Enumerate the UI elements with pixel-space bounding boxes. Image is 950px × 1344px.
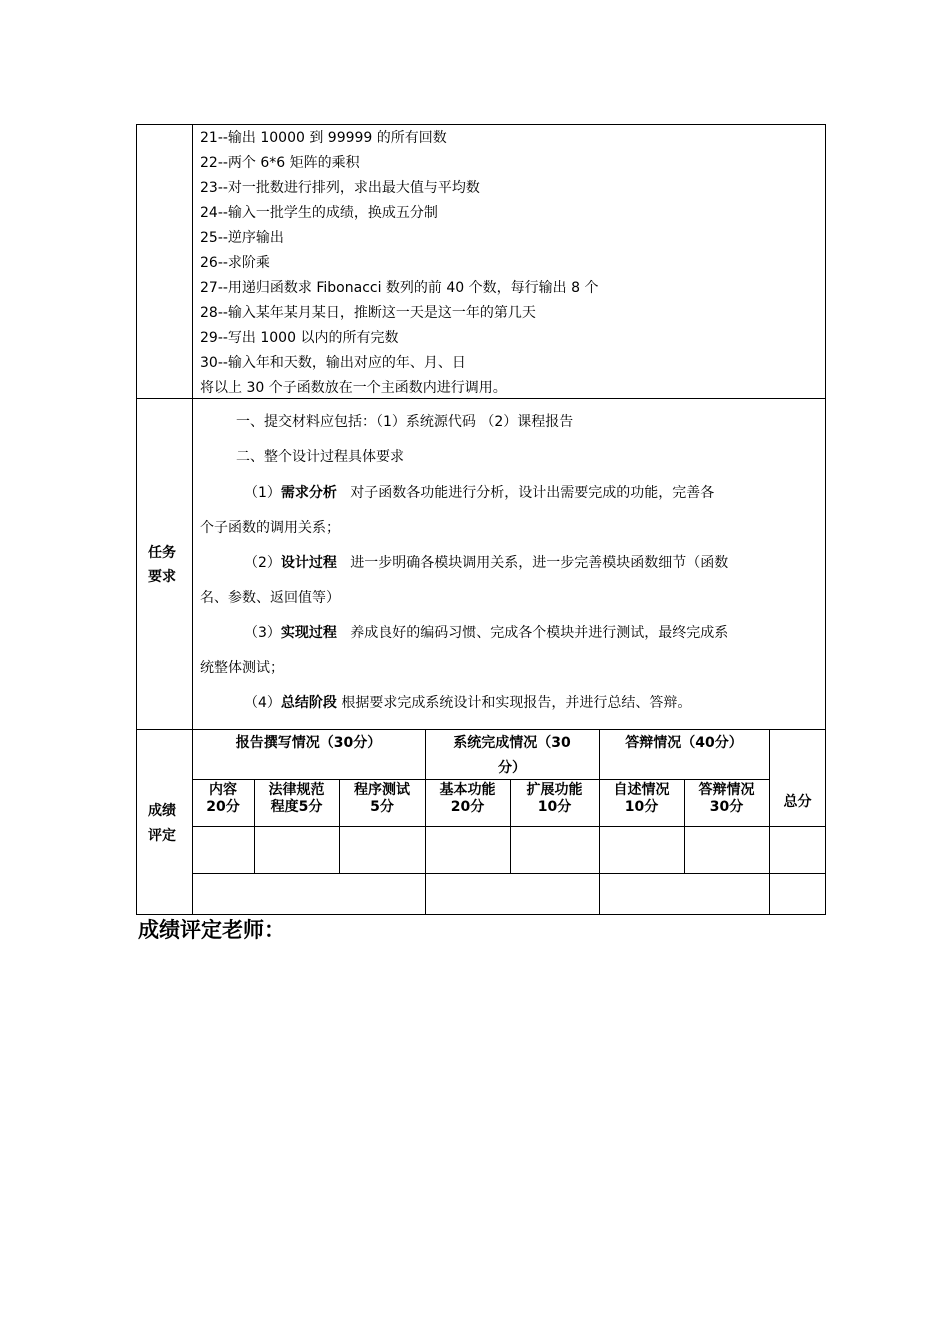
sub-header: 内容 bbox=[209, 782, 237, 798]
row-divider bbox=[192, 826, 826, 827]
sub-header: 程度5分 bbox=[270, 799, 323, 815]
requirement-item-continued: 名、参数、返回值等） bbox=[200, 590, 340, 606]
requirement-item bbox=[244, 694, 691, 712]
item-title: 需求分析 bbox=[280, 485, 337, 501]
sub-header: 10分 bbox=[624, 799, 659, 815]
item-text: 进一步明确各模块调用关系，进一步完善模块函数细节（函数 bbox=[350, 555, 729, 571]
item-text: 对子函数各功能进行分析，设计出需要完成的功能，完善各 bbox=[350, 485, 715, 501]
row-divider bbox=[192, 873, 826, 874]
sub-header: 法律规范 bbox=[268, 782, 325, 798]
task-item: 27--用递归函数求 Fibonacci 数列的前 40 个数，每行输出 8 个 bbox=[200, 280, 599, 296]
sub-header: 基本功能 bbox=[439, 782, 496, 798]
item-number: （1） bbox=[244, 485, 281, 501]
column-divider bbox=[425, 729, 426, 915]
group-header-report: 报告撰写情况（30分） bbox=[235, 735, 382, 751]
group-header-defense: 答辩情况（40分） bbox=[625, 735, 743, 751]
requirement-item bbox=[244, 484, 714, 502]
column-divider bbox=[769, 729, 770, 915]
row-label: 评定 bbox=[148, 828, 176, 844]
task-summary: 将以上 30 个子函数放在一个主函数内进行调用。 bbox=[200, 380, 507, 396]
group-header-system-cont: 分） bbox=[498, 760, 526, 776]
group-header-system: 系统完成情况（30 bbox=[453, 735, 571, 751]
task-item: 24--输入一批学生的成绩，换成五分制 bbox=[200, 205, 438, 221]
task-item: 23--对一批数进行排列，求出最大值与平均数 bbox=[200, 180, 480, 196]
total-score-header: 总分 bbox=[783, 794, 812, 810]
item-title: 设计过程 bbox=[280, 555, 337, 571]
sub-header: 10分 bbox=[537, 799, 572, 815]
task-item: 26--求阶乘 bbox=[200, 255, 270, 271]
row-label: 任务 bbox=[148, 545, 176, 561]
item-title: 实现过程 bbox=[280, 625, 337, 641]
sub-header: 自述情况 bbox=[613, 782, 670, 798]
sub-header: 5分 bbox=[370, 799, 394, 815]
requirement-line: 一、提交材料应包括：（1）系统源代码 （2）课程报告 bbox=[236, 414, 574, 430]
row-divider bbox=[136, 729, 826, 730]
requirement-item-continued: 统整体测试； bbox=[200, 660, 284, 676]
row-divider bbox=[192, 779, 769, 780]
task-item: 29--写出 1000 以内的所有完数 bbox=[200, 330, 399, 346]
task-item: 22--两个 6*6 矩阵的乘积 bbox=[200, 155, 360, 171]
sub-header: 20分 bbox=[450, 799, 485, 815]
row-label: 要求 bbox=[148, 569, 176, 585]
task-item: 21--输出 10000 到 99999 的所有回数 bbox=[200, 130, 447, 146]
item-number: （2） bbox=[244, 555, 281, 571]
sub-header: 程序测试 bbox=[354, 782, 410, 798]
column-divider bbox=[599, 729, 600, 915]
requirement-item-continued: 个子函数的调用关系； bbox=[200, 520, 340, 536]
item-text: 根据要求完成系统设计和实现报告，并进行总结、答辩。 bbox=[341, 695, 692, 711]
sub-header: 30分 bbox=[709, 799, 744, 815]
task-item: 30--输入年和天数，输出对应的年、月、日 bbox=[200, 355, 466, 371]
task-item: 25--逆序输出 bbox=[200, 230, 284, 246]
item-text: 养成良好的编码习惯、完成各个模块并进行测试，最终完成系 bbox=[350, 625, 729, 641]
task-item: 28--输入某年某月某日，推断这一天是这一年的第几天 bbox=[200, 305, 536, 321]
item-number: （4） bbox=[244, 695, 281, 711]
sub-header: 答辩情况 bbox=[698, 782, 755, 798]
grader-signature-label: 成绩评定老师： bbox=[138, 917, 285, 942]
requirement-item bbox=[244, 624, 728, 642]
requirement-line: 二、整个设计过程具体要求 bbox=[236, 449, 404, 465]
item-number: （3） bbox=[244, 625, 281, 641]
sub-header: 20分 bbox=[206, 799, 240, 815]
requirement-item bbox=[244, 554, 728, 572]
row-label: 成绩 bbox=[148, 803, 176, 819]
row-divider bbox=[136, 398, 826, 399]
item-title: 总结阶段 bbox=[280, 695, 337, 711]
sub-header: 扩展功能 bbox=[526, 782, 583, 798]
